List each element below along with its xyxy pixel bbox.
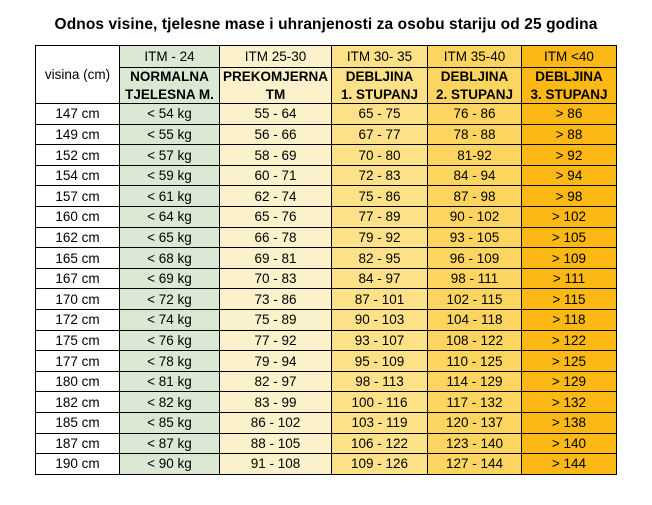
height-cell: 160 cm [36,207,120,228]
header-row-category [36,68,617,104]
table-row [36,392,617,413]
height-cell: 167 cm [36,268,120,289]
table-row [36,268,617,289]
weight-range-cell: > 129 [522,371,617,392]
weight-range-cell: 77 - 89 [332,207,428,228]
category-line: NORMALNA [130,69,209,84]
weight-range-cell: 77 - 92 [220,330,332,351]
category-header-obesity-2 [428,68,522,104]
weight-range-cell: > 125 [522,351,617,372]
weight-range-cell: < 54 kg [120,104,220,125]
table-header [36,46,617,104]
weight-range-cell: 67 - 77 [332,124,428,145]
itm-header-obesity-3: ITM <40 [522,46,617,68]
table-body [36,104,617,475]
weight-range-cell: < 76 kg [120,330,220,351]
weight-range-cell: < 64 kg [120,207,220,228]
itm-header-overweight: ITM 25-30 [220,46,332,68]
category-header-normal [120,68,220,104]
weight-range-cell: 79 - 94 [220,351,332,372]
height-cell: 190 cm [36,454,120,475]
weight-range-cell: < 59 kg [120,165,220,186]
itm-header-normal: ITM - 24 [120,46,220,68]
weight-range-cell: < 61 kg [120,186,220,207]
weight-range-cell: 84 - 97 [332,268,428,289]
table-row [36,207,617,228]
weight-range-cell: > 132 [522,392,617,413]
table-row [36,248,617,269]
height-cell: 177 cm [36,351,120,372]
weight-range-cell: 127 - 144 [428,454,522,475]
weight-range-cell: > 94 [522,165,617,186]
weight-range-cell: < 65 kg [120,227,220,248]
weight-range-cell: 55 - 64 [220,104,332,125]
weight-range-cell: 86 - 102 [220,413,332,434]
table-row [36,165,617,186]
category-line: DEBLJINA [535,69,603,84]
weight-range-cell: < 55 kg [120,124,220,145]
height-cell: 182 cm [36,392,120,413]
weight-range-cell: 120 - 137 [428,413,522,434]
weight-range-cell: 98 - 111 [428,268,522,289]
weight-range-cell: 60 - 71 [220,165,332,186]
weight-range-cell: < 81 kg [120,371,220,392]
weight-range-cell: 58 - 69 [220,145,332,166]
table-row [36,371,617,392]
height-cell: 157 cm [36,186,120,207]
category-line: PREKOMJERNA [222,69,328,84]
weight-range-cell: 65 - 75 [332,104,428,125]
weight-range-cell: 82 - 95 [332,248,428,269]
weight-range-cell: < 85 kg [120,413,220,434]
height-cell: 149 cm [36,124,120,145]
height-cell: 147 cm [36,104,120,125]
weight-range-cell: 93 - 105 [428,227,522,248]
table-row [36,289,617,310]
weight-range-cell: 103 - 119 [332,413,428,434]
category-line: DEBLJINA [345,69,414,84]
weight-range-cell: < 69 kg [120,268,220,289]
weight-range-cell: 117 - 132 [428,392,522,413]
weight-range-cell: > 102 [522,207,617,228]
category-line: 1. STUPANJ [340,86,419,102]
table-row [36,351,617,372]
weight-range-cell: 73 - 86 [220,289,332,310]
height-cell: 154 cm [36,165,120,186]
weight-range-cell: 76 - 86 [428,104,522,125]
weight-range-cell: > 118 [522,310,617,331]
weight-range-cell: 56 - 66 [220,124,332,145]
table-row [36,310,617,331]
weight-range-cell: 109 - 126 [332,454,428,475]
category-line: DEBLJINA [440,69,509,84]
height-cell: 165 cm [36,248,120,269]
weight-range-cell: 72 - 83 [332,165,428,186]
weight-range-cell: 88 - 105 [220,433,332,454]
height-cell: 185 cm [36,413,120,434]
weight-range-cell: 96 - 109 [428,248,522,269]
weight-range-cell: 98 - 113 [332,371,428,392]
bmi-table [35,45,617,475]
weight-range-cell: 87 - 101 [332,289,428,310]
table-row [36,454,617,475]
weight-range-cell: > 88 [522,124,617,145]
table-row [36,124,617,145]
weight-range-cell: 84 - 94 [428,165,522,186]
category-header-obesity-1 [332,68,428,104]
weight-range-cell: < 68 kg [120,248,220,269]
table-row [36,186,617,207]
table-row [36,413,617,434]
weight-range-cell: 75 - 86 [332,186,428,207]
weight-range-cell: 65 - 76 [220,207,332,228]
weight-range-cell: 87 - 98 [428,186,522,207]
category-line: 3. STUPANJ [530,86,608,102]
weight-range-cell: 108 - 122 [428,330,522,351]
weight-range-cell: < 90 kg [120,454,220,475]
weight-range-cell: 70 - 83 [220,268,332,289]
weight-range-cell: > 111 [522,268,617,289]
weight-range-cell: 82 - 97 [220,371,332,392]
weight-range-cell: > 86 [522,104,617,125]
weight-range-cell: > 105 [522,227,617,248]
itm-header-obesity-2: ITM 35-40 [428,46,522,68]
weight-range-cell: < 87 kg [120,433,220,454]
weight-range-cell: 93 - 107 [332,330,428,351]
weight-range-cell: < 82 kg [120,392,220,413]
weight-range-cell: 66 - 78 [220,227,332,248]
weight-range-cell: 110 - 125 [428,351,522,372]
weight-range-cell: 78 - 88 [428,124,522,145]
weight-range-cell: 90 - 102 [428,207,522,228]
itm-header-obesity-1: ITM 30- 35 [332,46,428,68]
weight-range-cell: 102 - 115 [428,289,522,310]
weight-range-cell: < 74 kg [120,310,220,331]
weight-range-cell: 90 - 103 [332,310,428,331]
weight-range-cell: > 92 [522,145,617,166]
weight-range-cell: < 72 kg [120,289,220,310]
height-column-header: visina (cm) [36,46,120,104]
category-line: TM [265,86,286,102]
height-cell: 162 cm [36,227,120,248]
height-cell: 152 cm [36,145,120,166]
weight-range-cell: 70 - 80 [332,145,428,166]
weight-range-cell: > 144 [522,454,617,475]
weight-range-cell: 83 - 99 [220,392,332,413]
weight-range-cell: > 140 [522,433,617,454]
weight-range-cell: 79 - 92 [332,227,428,248]
weight-range-cell: < 78 kg [120,351,220,372]
weight-range-cell: > 138 [522,413,617,434]
weight-range-cell: 114 - 129 [428,371,522,392]
weight-range-cell: 91 - 108 [220,454,332,475]
weight-range-cell: > 122 [522,330,617,351]
category-line: TJELESNA M. [125,86,214,102]
header-row-itm [36,46,617,68]
weight-range-cell: 95 - 109 [332,351,428,372]
table-row [36,330,617,351]
table-row [36,145,617,166]
weight-range-cell: > 98 [522,186,617,207]
table-row [36,104,617,125]
category-header-overweight [220,68,332,104]
weight-range-cell: 106 - 122 [332,433,428,454]
weight-range-cell: 75 - 89 [220,310,332,331]
weight-range-cell: > 115 [522,289,617,310]
height-cell: 172 cm [36,310,120,331]
height-cell: 170 cm [36,289,120,310]
weight-range-cell: > 109 [522,248,617,269]
weight-range-cell: 100 - 116 [332,392,428,413]
weight-range-cell: 123 - 140 [428,433,522,454]
table-row [36,433,617,454]
weight-range-cell: 81-92 [428,145,522,166]
category-line: 2. STUPANJ [435,86,514,102]
weight-range-cell: < 57 kg [120,145,220,166]
height-cell: 180 cm [36,371,120,392]
page-title: Odnos visine, tjelesne mase i uhranjenosti za osobu stariju od 25 godina [54,16,598,33]
height-cell: 175 cm [36,330,120,351]
weight-range-cell: 69 - 81 [220,248,332,269]
height-cell: 187 cm [36,433,120,454]
weight-range-cell: 104 - 118 [428,310,522,331]
weight-range-cell: 62 - 74 [220,186,332,207]
table-row [36,227,617,248]
category-header-obesity-3 [522,68,617,104]
